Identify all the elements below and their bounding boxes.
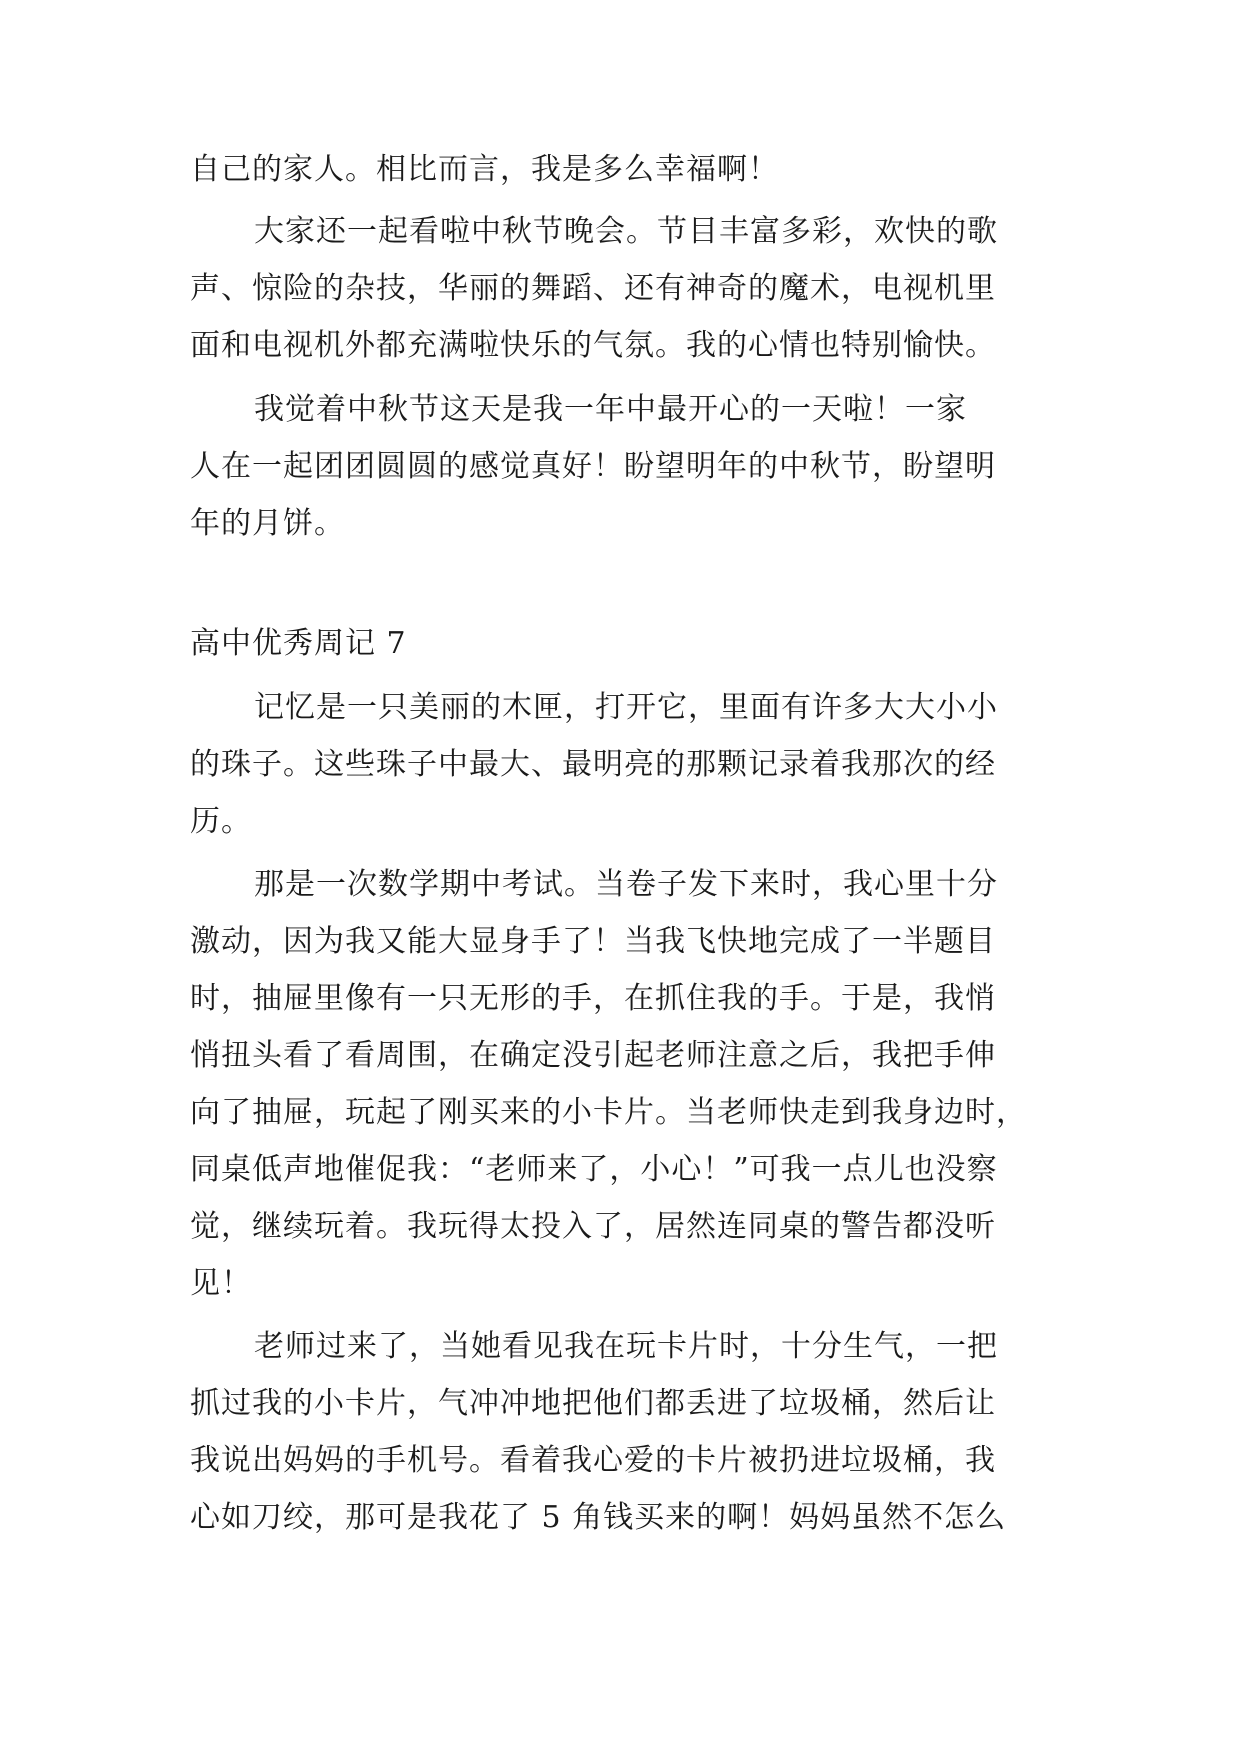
paragraph-line: 老师过来了，当她看见我在玩卡片时，十分生气，一把	[254, 1329, 998, 1364]
paragraph-line: 的珠子。这些珠子中最大、最明亮的那颗记录着我那次的经	[190, 747, 996, 782]
paragraph-line: 同桌低声地催促我：“老师来了，小心！”可我一点儿也没察	[190, 1152, 998, 1187]
paragraph-line: 向了抽屉，玩起了刚买来的小卡片。当老师快走到我身边时，	[190, 1095, 1027, 1130]
paragraph-line: 面和电视机外都充满啦快乐的气氛。我的心情也特别愉快。	[190, 328, 996, 363]
paragraph-line: 记忆是一只美丽的木匣，打开它，里面有许多大大小小	[254, 690, 998, 725]
paragraph-line: 悄扭头看了看周围，在确定没引起老师注意之后，我把手伸	[190, 1038, 996, 1073]
paragraph-line: 觉，继续玩着。我玩得太投入了，居然连同桌的警告都没听	[190, 1209, 996, 1244]
paragraph-line: 那是一次数学期中考试。当卷子发下来时，我心里十分	[254, 867, 998, 902]
paragraph-line: 我说出妈妈的手机号。看着我心爱的卡片被扔进垃圾桶，我	[190, 1443, 996, 1478]
paragraph-line: 大家还一起看啦中秋节晚会。节目丰富多彩，欢快的歌	[254, 214, 998, 249]
paragraph-line: 心如刀绞，那可是我花了 5 角钱买来的啊！妈妈虽然不怎么	[190, 1500, 1007, 1535]
section-title: 高中优秀周记 7	[190, 626, 407, 661]
paragraph-line: 年的月饼。	[190, 506, 345, 541]
paragraph-line: 抓过我的小卡片，气冲冲地把他们都丢进了垃圾桶，然后让	[190, 1386, 996, 1421]
paragraph-line: 见！	[190, 1266, 252, 1301]
paragraph-line: 历。	[190, 804, 252, 839]
paragraph-line: 人在一起团团圆圆的感觉真好！盼望明年的中秋节，盼望明	[190, 449, 996, 484]
paragraph-line: 声、惊险的杂技，华丽的舞蹈、还有神奇的魔术，电视机里	[190, 271, 996, 306]
paragraph-line: 时，抽屉里像有一只无形的手，在抓住我的手。于是，我悄	[190, 981, 996, 1016]
paragraph-line: 自己的家人。相比而言，我是多么幸福啊！	[190, 152, 779, 187]
paragraph-line: 激动，因为我又能大显身手了！当我飞快地完成了一半题目	[190, 924, 996, 959]
paragraph-line: 我觉着中秋节这天是我一年中最开心的一天啦！一家	[254, 392, 967, 427]
